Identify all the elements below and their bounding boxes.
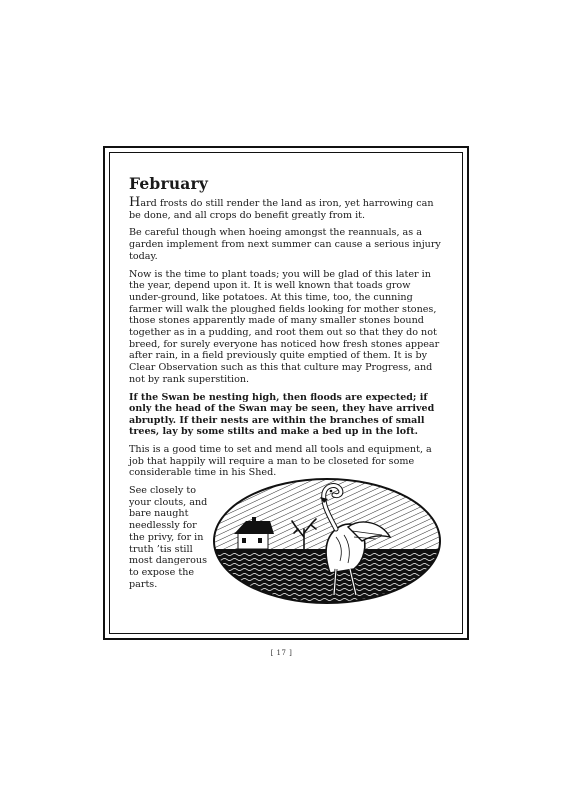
swan-flood-illustration bbox=[212, 477, 442, 605]
page-content bbox=[129, 174, 445, 615]
page-title: February bbox=[129, 174, 209, 193]
paragraph-tools: This is a good time to set and mend all tools and equipment, a job that happily will require a man to be closeted for some considerable time in his Shed. bbox=[129, 443, 432, 479]
page-number: [ 17 ] bbox=[270, 649, 293, 657]
paragraph-swan: If the Swan be nesting high, then floods are expected; if only the head of the Swan may be seen, they have arrived abruptly. If their nests are within the branches of small trees, lay by some stilts and make a bed up in the loft. bbox=[129, 391, 435, 438]
paragraph-hoeing: Be careful though when hoeing amongst the reannuals, as a garden implement from next summer can cause a serious injury today. bbox=[129, 227, 441, 262]
side-text: See closely to your clouts, and bare naught needlessly for the privy, for in truth ’tis still most dangerous to expose the parts. bbox=[129, 485, 208, 590]
closing-section bbox=[129, 485, 445, 615]
drop-cap: H bbox=[129, 195, 141, 210]
paragraph-frosts bbox=[129, 197, 445, 221]
paragraph-frosts-text: ard frosts do still render the land as iron, yet harrowing can be done, and all crops do benefit greatly from it. bbox=[129, 198, 434, 221]
paragraph-toads: Now is the time to plant toads; you will be glad of this later in the year, depend upon it. It is well known that toads grow under-ground, like potatoes. At this time, too, the cunning farmer will walk the ploughed fields looking for mother stones, those stones apparently made of many smaller stones bound together as in a pudding, and root them out so that they do not breed, for surely everyone has noticed how fresh stones appear after rain, in a field previously quite emptied of them. It is by Clear Observation such as this that culture may Progress, and not by rank superstition. bbox=[129, 268, 440, 385]
